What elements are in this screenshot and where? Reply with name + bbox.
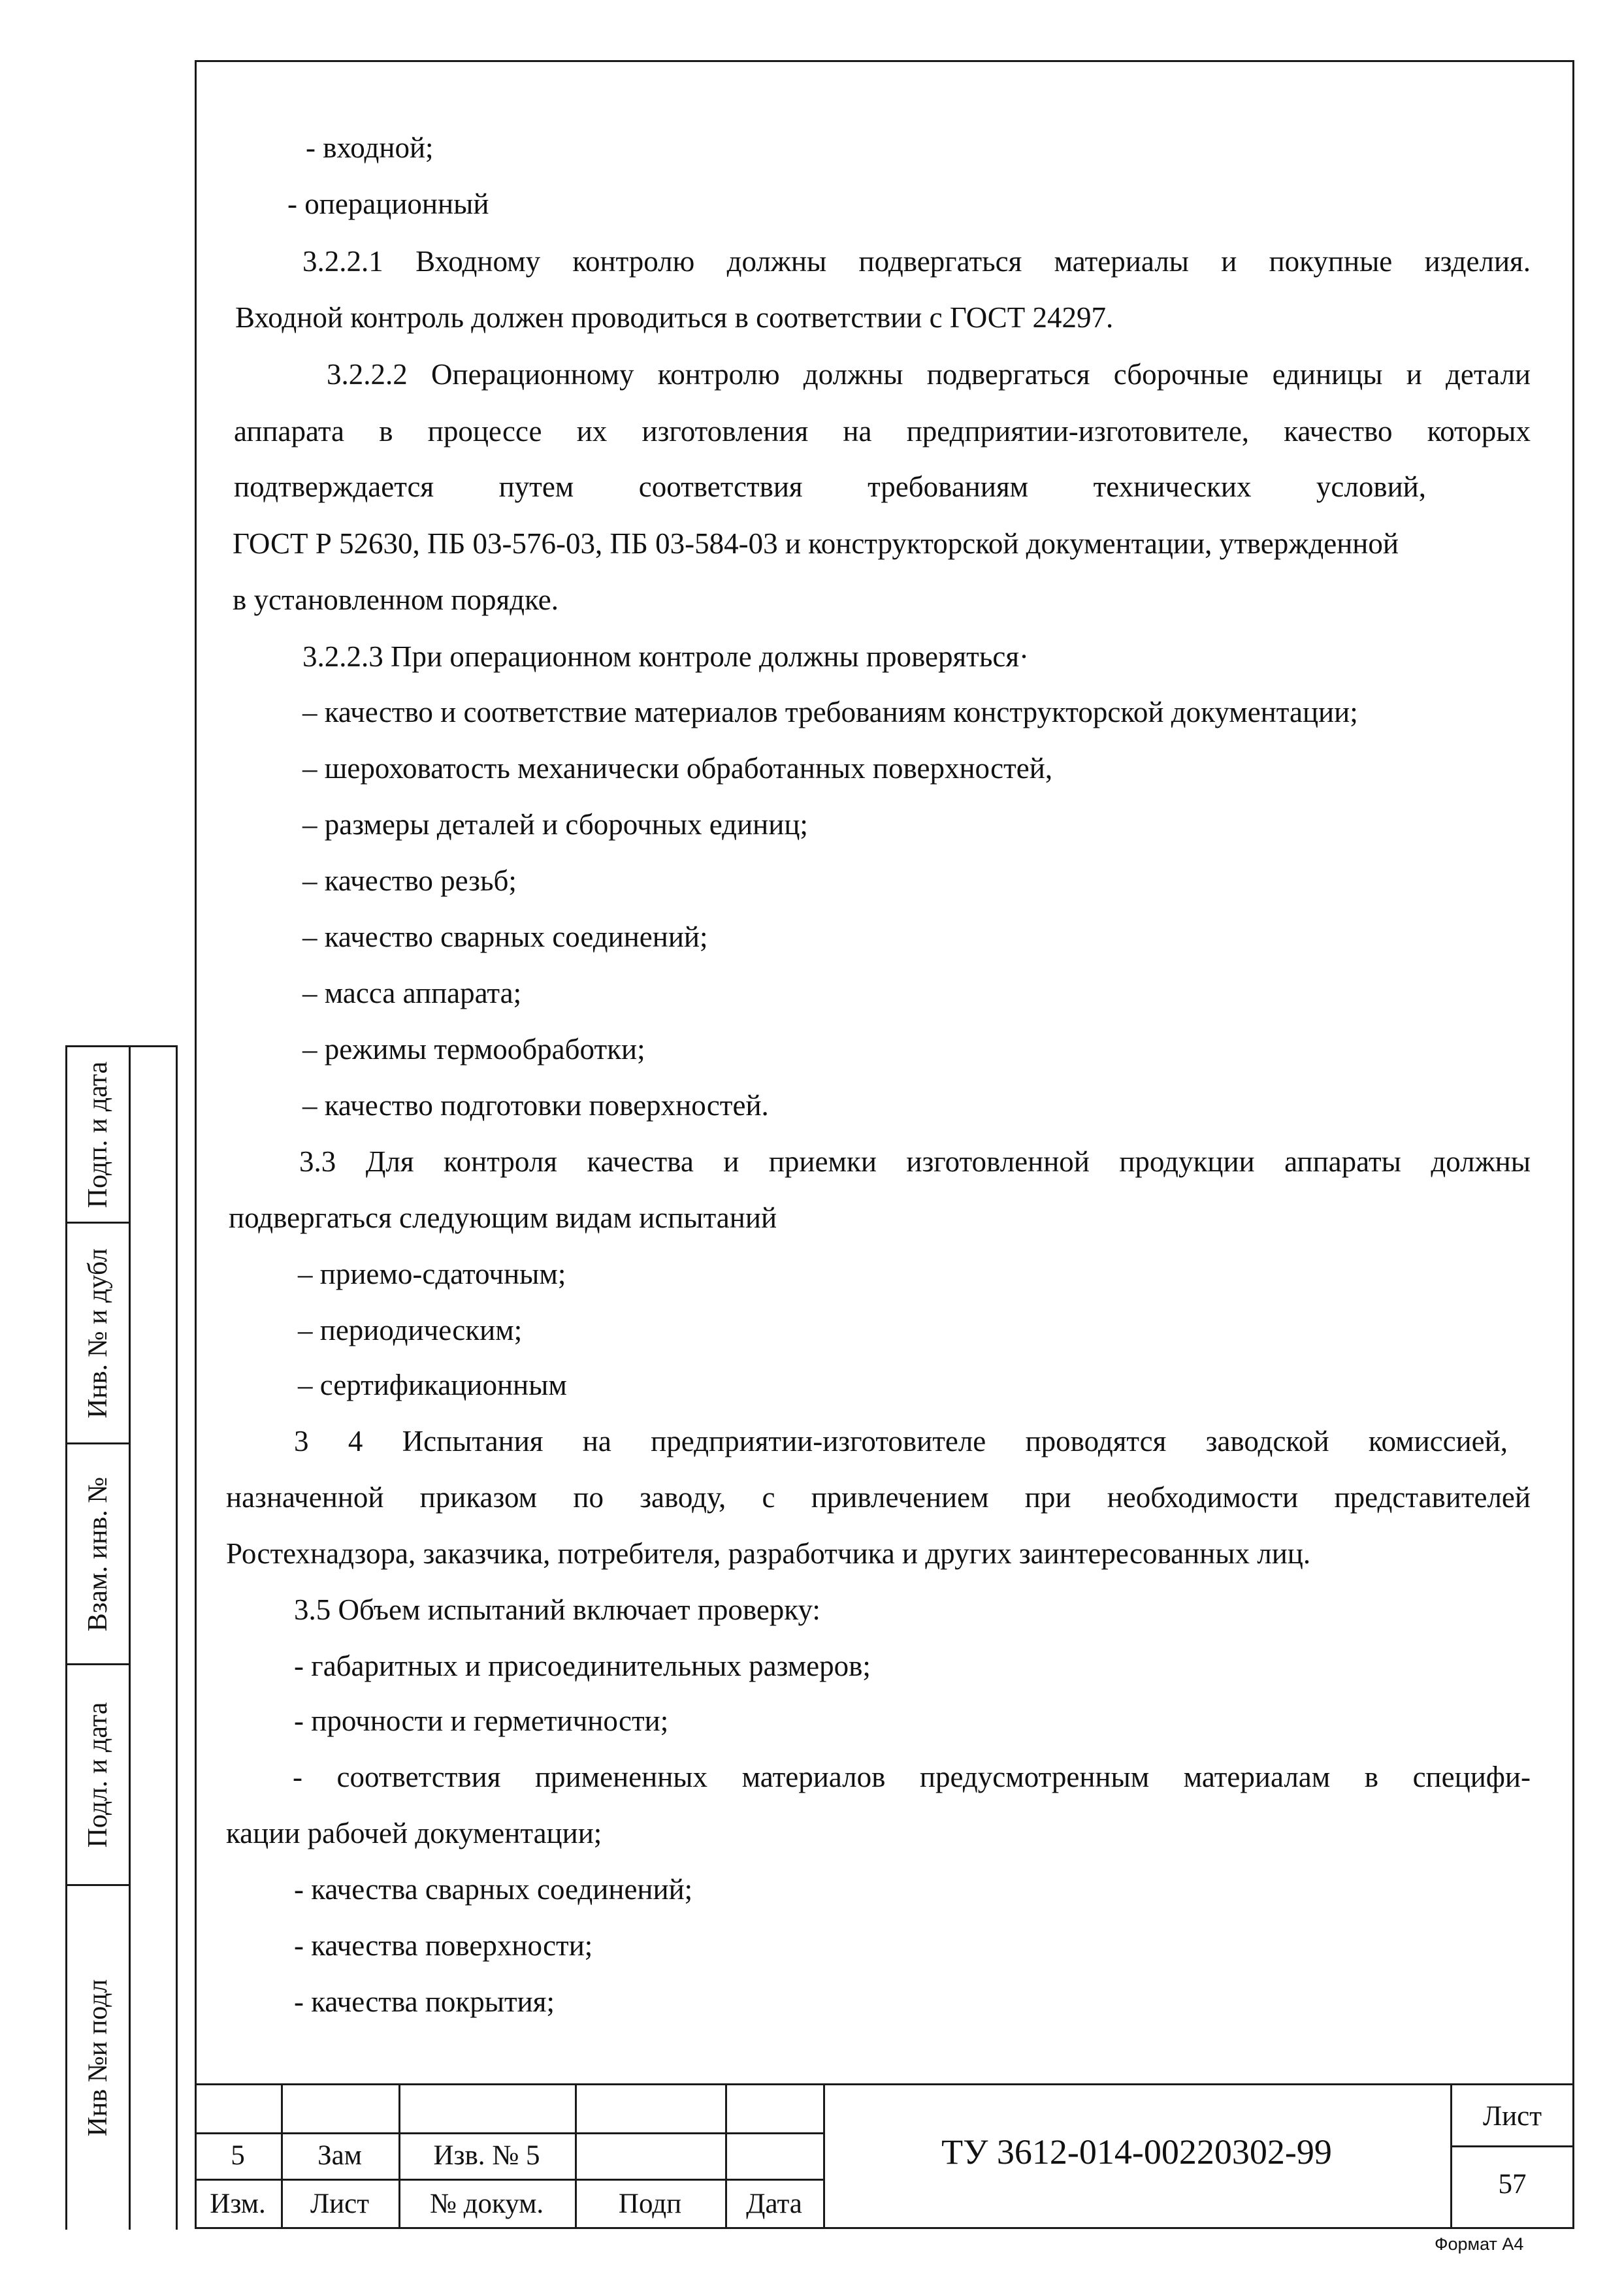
text-line: – сертификационным bbox=[298, 1369, 567, 1401]
text-line: подвергаться следующим видам испытаний bbox=[229, 1201, 777, 1234]
header-izm: Изм. bbox=[210, 2189, 266, 2219]
text-line: - операционный bbox=[287, 187, 489, 220]
side-label: Инв. № и дубл bbox=[83, 1248, 113, 1418]
text-line: - соответствия примененных материалов предусмотренным материалам в специфи- bbox=[293, 1761, 1531, 1793]
sheet-number: 57 bbox=[1498, 2169, 1527, 2200]
rev-doc: Изв. № 5 bbox=[433, 2140, 540, 2171]
side-label: Подл. и дата bbox=[83, 1702, 113, 1847]
text-line: Входной контроль должен проводиться в соответствии с ГОСТ 24297. bbox=[235, 301, 1114, 334]
side-cell bbox=[65, 1442, 131, 1663]
text-line: в установленном порядке. bbox=[233, 583, 559, 616]
document-designation: ТУ 3612-014-00220302-99 bbox=[941, 2132, 1332, 2172]
sheet-label: Лист bbox=[1482, 2101, 1542, 2132]
format-label: Формат А4 bbox=[1435, 2234, 1524, 2254]
text-line: - качества поверхности; bbox=[294, 1929, 593, 1962]
side-label: Подп. и дата bbox=[83, 1061, 113, 1208]
text-line: – периодическим; bbox=[298, 1314, 523, 1346]
side-cell bbox=[65, 1884, 131, 2230]
title-block bbox=[195, 2083, 1574, 2229]
header-podp: Подп bbox=[618, 2189, 682, 2219]
header-doc: № докум. bbox=[429, 2189, 544, 2219]
header-list: Лист bbox=[310, 2189, 370, 2219]
side-label: Инв №и подл bbox=[83, 1979, 113, 2137]
text-line: 3.2.2.1 Входному контролю должны подвергаться материалы и покупные изделия. bbox=[302, 245, 1531, 278]
text-line: – качество подготовки поверхностей. bbox=[302, 1089, 769, 1122]
side-label: Взам. инв. № bbox=[83, 1476, 113, 1631]
rev-izm: 5 bbox=[231, 2140, 245, 2171]
text-line: - качества покрытия; bbox=[294, 1985, 555, 2018]
text-line: – качество резьб; bbox=[302, 864, 517, 897]
text-line: кации рабочей документации; bbox=[226, 1817, 602, 1849]
title-block-line bbox=[1450, 2145, 1574, 2147]
text-line: 3.2.2.3 При операционном контроле должны проверяться· bbox=[302, 640, 1030, 673]
side-cell bbox=[65, 1663, 131, 1884]
side-cell bbox=[65, 1045, 131, 1222]
text-line: – шероховатость механически обработанных поверхностей, bbox=[302, 752, 1053, 785]
text-line: Ростехнадзора, заказчика, потребителя, разработчика и других заинтересованных лиц. bbox=[226, 1537, 1311, 1570]
text-line: – приемо-сдаточным; bbox=[298, 1258, 566, 1290]
title-block-line bbox=[195, 2179, 823, 2181]
text-line: - качества сварных соединений; bbox=[294, 1873, 693, 1906]
text-line: – режимы термообработки; bbox=[302, 1033, 645, 1066]
side-cell bbox=[65, 1222, 131, 1442]
title-block-line bbox=[195, 2083, 1574, 2085]
text-line: аппарата в процессе их изготовления на предприятии-изготовителе, качество которых bbox=[234, 415, 1531, 448]
text-line: – размеры деталей и сборочных единиц; bbox=[302, 808, 808, 841]
text-line: подтверждается путем соответствия требованиям технических условий, bbox=[234, 470, 1426, 503]
header-data: Дата bbox=[746, 2189, 802, 2219]
text-line: назначенной приказом по заводу, с привлечением при необходимости представителей bbox=[226, 1481, 1531, 1514]
text-line: ГОСТ Р 52630, ПБ 03-576-03, ПБ 03-584-03 и конструкторской документации, утвержденной bbox=[233, 527, 1399, 560]
text-line: - прочности и герметичности; bbox=[294, 1704, 669, 1737]
text-line: - входной; bbox=[306, 131, 434, 164]
rev-list: Зам bbox=[317, 2140, 362, 2171]
side-strip bbox=[65, 1045, 195, 2230]
text-line: 3.3 Для контроля качества и приемки изготовленной продукции аппараты должны bbox=[299, 1145, 1531, 1178]
text-line: 3 4 Испытания на предприятии-изготовителе проводятся заводской комиссией, bbox=[294, 1425, 1508, 1457]
text-line: – качество сварных соединений; bbox=[302, 920, 708, 953]
text-line: 3.5 Объем испытаний включает проверку: bbox=[294, 1593, 820, 1626]
text-line: 3.2.2.2 Операционному контролю должны подвергаться сборочные единицы и детали bbox=[327, 358, 1531, 391]
text-line: – масса аппарата; bbox=[302, 977, 522, 1009]
text-line: - габаритных и присоединительных размеров; bbox=[294, 1650, 871, 1682]
side-column bbox=[131, 1045, 178, 2230]
text-line: – качество и соответствие материалов требованиям конструкторской документации; bbox=[302, 696, 1358, 728]
